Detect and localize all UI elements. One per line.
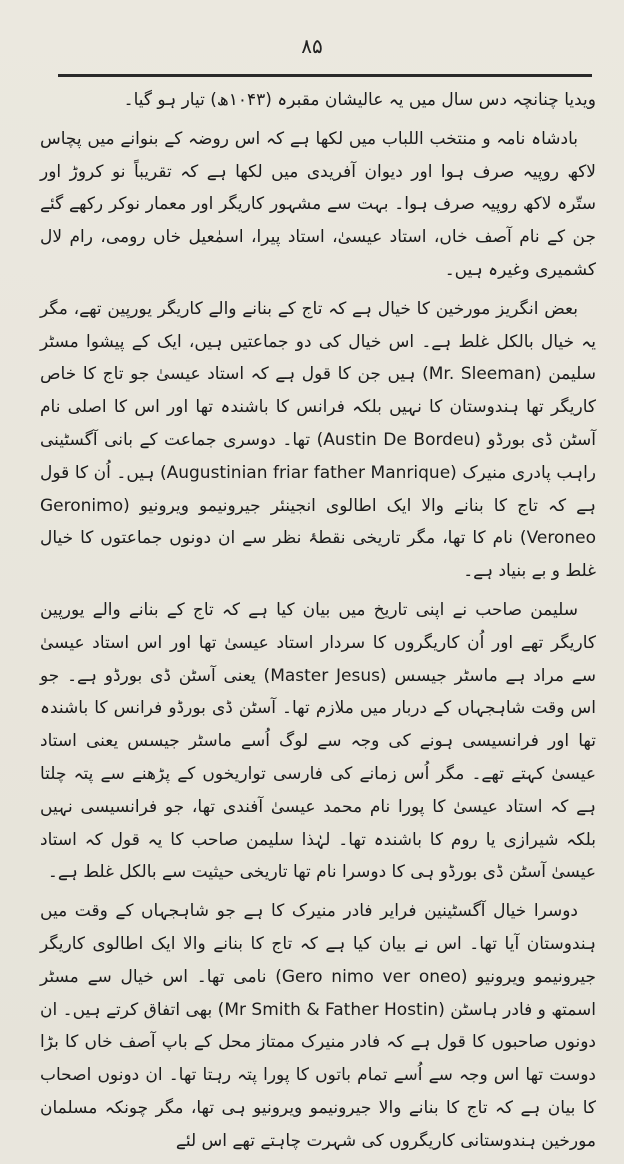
page-body xyxy=(40,84,596,1164)
paragraph-1: ویدیا چنانچہ دس سال میں یہ عالیشان مقبرہ (۱۰۴۳ھ) تیار ہو گیا۔ xyxy=(123,90,596,110)
paragraph-2: بادشاہ نامہ و منتخب اللباب میں لکھا ہے کہ اس روضہ کے بنوانے میں پچاس لاکھ روپیہ صرف ہوا اور دیوان آفریدی میں لکھا ہے کہ تقریباً نو کروڑ اور ستّرہ لاکھ روپیہ صرف ہوا۔ بہت سے مشہور کاریگر اور معمار نوکر رکھے گئے جن کے نام آصف خاں، استاد عیسیٰ، استاد پیرا، اسمٰعیل خاں رومی، رام لال کشمیری وغیرہ ہیں۔ xyxy=(40,128,596,280)
page-number: ۸۵ xyxy=(301,34,323,58)
paragraph-4: سلیمن صاحب نے اپنی تاریخ میں بیان کیا ہے کہ تاج کے بنانے والے یورپین کاریگر تھے اور اُن کاریگروں کا سردار استاد عیسیٰ تھا اور اس استاد عیسیٰ سے مراد ہے ماسٹر جیسس (Master Jesus) یعنی آسٹن ڈی بورڈو ہے۔ جو اس وقت شاہجہاں کے دربار میں ملازم تھا۔ آسٹن ڈی بورڈو فرانس کا باشندہ تھا اور فرانسیسی ہونے کی وجہ سے لوگ اُسے ماسٹر جیسس یعنی استاد عیسیٰ کہتے تھے۔ مگر اُس زمانے کی فارسی تواریخوں کے پڑھنے سے پتہ چلتا ہے کہ استاد عیسیٰ کا پورا نام محمد عیسیٰ آفندی تھا، جو فرانسیسی نہیں بلکہ شیرازی یا روم کا باشندہ تھا۔ لہٰذا سلیمن صاحب کا یہ قول کہ استاد عیسیٰ آسٹن ڈی بورڈو ہی کا دوسرا نام تھا تاریخی حیثیت سے بالکل غلط ہے۔ xyxy=(40,599,596,883)
header-rule xyxy=(58,74,592,77)
paragraph-5: دوسرا خیال آگسٹینین فرایر فادر منیرک کا ہے جو شاہجہاں کے وقت میں ہندوستان آیا تھا۔ اس نے بیان کیا ہے کہ تاج کا بنانے والا ایک اطالوی کاریگر جیرونیمو ویرونیو (Gero nimo ver oneo) نامی تھا۔ اس خیال سے مسٹر اسمتھ و فادر ہاسٹن (Mr Smith & Father Hostin) بھی اتفاق کرتے ہیں۔ ان دونوں صاحبوں کا قول ہے کہ فادر منیرک ممتاز محل کے باپ آصف خاں کا بڑا دوست تھا اس وجہ سے اُسے تمام باتوں کا پورا پتہ رہتا تھا۔ ان دونوں اصحاب کا بیان ہے کہ تاج کا بنانے والا جیرونیمو ویرونیو ہی تھا، مگر چونکہ مسلمان مورخین ہندوستانی کاریگروں کی شہرت چاہتے تھے اس لئے xyxy=(40,901,596,1151)
paragraph-3: بعض انگریز مورخین کا خیال ہے کہ تاج کے بنانے والے کاریگر یورپین تھے، مگر یہ خیال بالکل غلط ہے۔ اس خیال کی دو جماعتیں ہیں، ایک کے پیشوا مسٹر سلیمن (Mr. Sleeman) ہیں جن کا قول ہے کہ استاد عیسیٰ جو تاج کا خاص کاریگر تھا ہندوستان کا نہیں بلکہ فرانس کا باشندہ تھا اور اس کا اصلی نام آسٹن ڈی بورڈو (Austin De Bordeu) تھا۔ دوسری جماعت کے بانی آگسٹینی راہب پادری منیرک (Augustinian friar father Manrique) ہیں۔ اُن کا قول ہے کہ تاج کا بنانے والا ایک اطالوی انجینئر جیرونیمو ویرونیو (Geronimo Veroneo) نام کا تھا، مگر تاریخی نقطۂ نظر سے ان دونوں جماعتوں کا خیال غلط و بے بنیاد ہے۔ xyxy=(40,298,597,582)
